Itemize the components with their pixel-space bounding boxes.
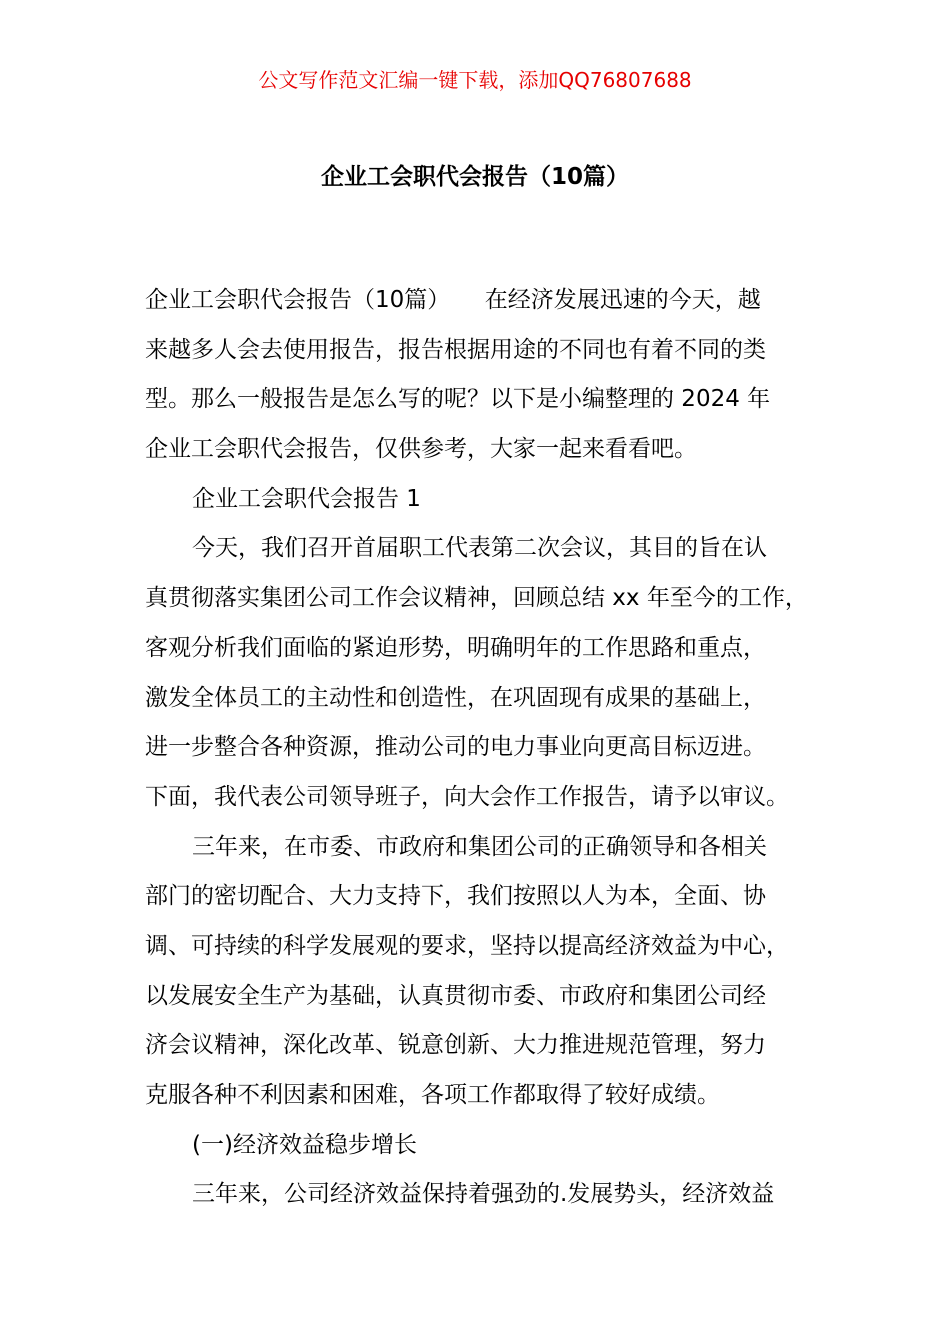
body-line: 今天，我们召开首届职工代表第二次会议，其目的旨在认 <box>192 535 767 562</box>
body-line: 来越多人会去使用报告，报告根据用途的不同也有着不同的类 <box>145 336 766 363</box>
body-line: 调、可持续的科学发展观的要求，坚持以提高经济效益为中心， <box>145 932 789 959</box>
document-body <box>145 276 815 1220</box>
body-line: 客观分析我们面临的紧迫形势，明确明年的工作思路和重点， <box>145 634 766 661</box>
body-line: 激发全体员工的主动性和创造性，在巩固现有成果的基础上， <box>145 684 766 711</box>
section-heading-report-1: 企业工会职代会报告 1 <box>192 485 421 512</box>
body-line: 济会议精神，深化改革、锐意创新、大力推进规范管理，努力 <box>145 1032 766 1059</box>
document-title: 企业工会职代会报告（10篇） <box>320 164 629 190</box>
body-line: 型。那么一般报告是怎么写的呢？以下是小编整理的 2024 年 <box>145 386 771 413</box>
body-line: 下面，我代表公司领导班子，向大会作工作报告，请予以审议。 <box>145 783 789 810</box>
body-line: 三年来，公司经济效益保持着强劲的.发展势头，经济效益 <box>192 1181 775 1208</box>
body-line: 克服各种不利因素和困难，各项工作都取得了较好成绩。 <box>145 1082 720 1108</box>
download-notice: 公文写作范文汇编一键下载，添加QQ76807688 <box>258 68 692 92</box>
body-line: 进一步整合各种资源，推动公司的电力事业向更高目标迈进。 <box>145 734 766 761</box>
body-line: 部门的密切配合、大力支持下，我们按照以人为本，全面、协 <box>145 883 766 910</box>
subsection-heading: (一)经济效益稳步增长 <box>192 1131 417 1158</box>
body-line: 企业工会职代会报告，仅供参考，大家一起来看看吧。 <box>145 436 697 463</box>
body-line: 真贯彻落实集团公司工作会议精神，回顾总结 xx 年至今的工作， <box>145 585 808 612</box>
body-line: 企业工会职代会报告（10篇） 在经济发展迅速的今天，越 <box>145 287 761 313</box>
body-line: 三年来，在市委、市政府和集团公司的正确领导和各相关 <box>192 833 767 860</box>
body-line: 以发展安全生产为基础，认真贯彻市委、市政府和集团公司经 <box>145 982 766 1009</box>
